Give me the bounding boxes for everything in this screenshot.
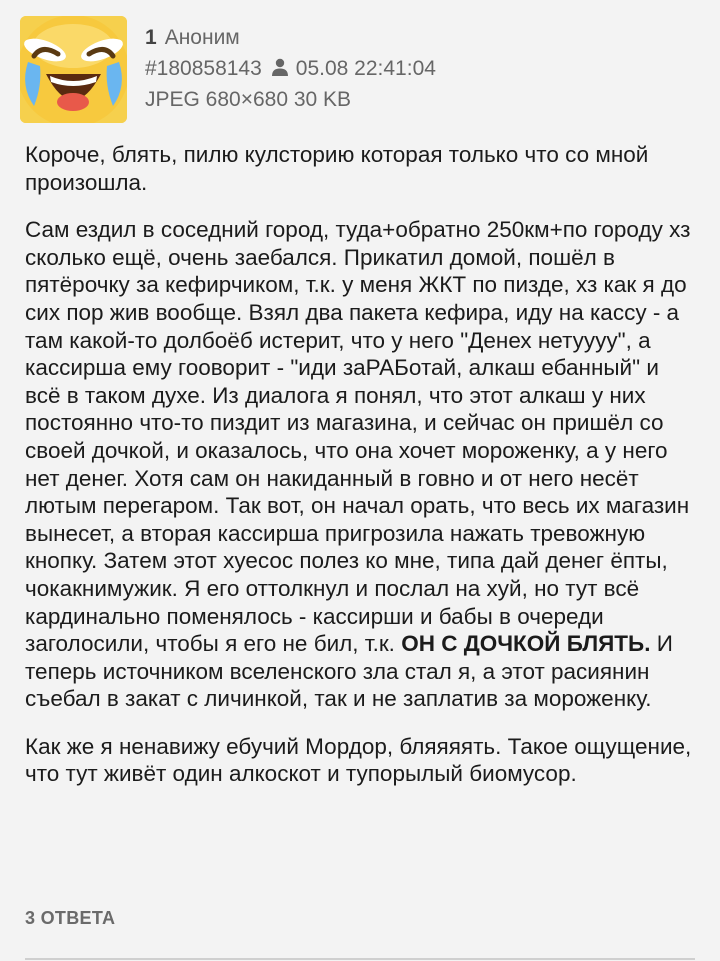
post-paragraph: Как же я ненавижу ебучий Мордор, бляяяять. Такое ощущение, что тут живёт один алкоскот и тупорылый биомусор. <box>25 733 692 787</box>
post-title-line <box>145 22 436 53</box>
post-thumbnail[interactable] <box>20 16 127 123</box>
post-datetime: 05.08 22:41:04 <box>295 57 436 80</box>
divider <box>25 958 695 960</box>
post-meta <box>145 22 436 115</box>
post-paragraph-tail: И теперь источником вселенского зла стал я, а этот расиянин съебал в закат с личинкой, так и не заплатив за мороженку. <box>25 631 673 712</box>
post-header <box>20 16 700 124</box>
post-file-info[interactable]: JPEG 680×680 30 KB <box>145 88 352 111</box>
replies-link[interactable]: 3 ОТВЕТА <box>25 908 116 928</box>
crying-laughing-emoji-icon <box>20 16 127 123</box>
post-index: 1 <box>145 26 157 49</box>
post-bold-text: ОН С ДОЧКОЙ БЛЯТЬ. <box>401 631 651 657</box>
post-number[interactable]: #180858143 <box>145 57 262 80</box>
post-author[interactable]: Аноним <box>164 26 240 49</box>
post-number-line <box>145 53 436 84</box>
post-body <box>25 141 695 808</box>
post-paragraph <box>25 216 695 713</box>
post-paragraph: Короче, блять, пилю кулсторию которая только что со мной произошла. <box>25 142 649 195</box>
person-icon <box>270 57 290 77</box>
post-paragraph-text: Сам ездил в соседний город, туда+обратно 250км+по городу хз сколько ещё, очень заебался. Прикатил домой, пошёл в пятёрочку за кефирчиком, т.к. у меня ЖКТ по пизде, хз как я до сих пор жив вообще. Взял два пакета кефира, иду на кассу - а там какой-то долбоёб истерит, что у него "Денех нетуууу", а кассирша ему гооворит - "иди заРАБотай, алкаш ебанный" и всё в таком духе. Из диалога я понял, что этот алкаш у них постоянно что-то пиздит из магазина, и сейчас он пришёл со своей дочкой, и оказалось, что она хочет мороженку, а у него нет денег. Хотя сам он накиданный в говно и от него несёт лютым перегаром. Так вот, он начал орать, что весь их магазин вынесет, а вторая кассирша пригрозила нажать тревожную кнопку. Затем этот хуесос полез ко мне, типа дай денег ёпты, чокакнимужик. Я его оттолкнул и послал на хуй, но тут всё кардинально поменялось - кассирши и бабы в очереди заголосили, чтобы я его не бил, т.к. <box>25 217 691 657</box>
